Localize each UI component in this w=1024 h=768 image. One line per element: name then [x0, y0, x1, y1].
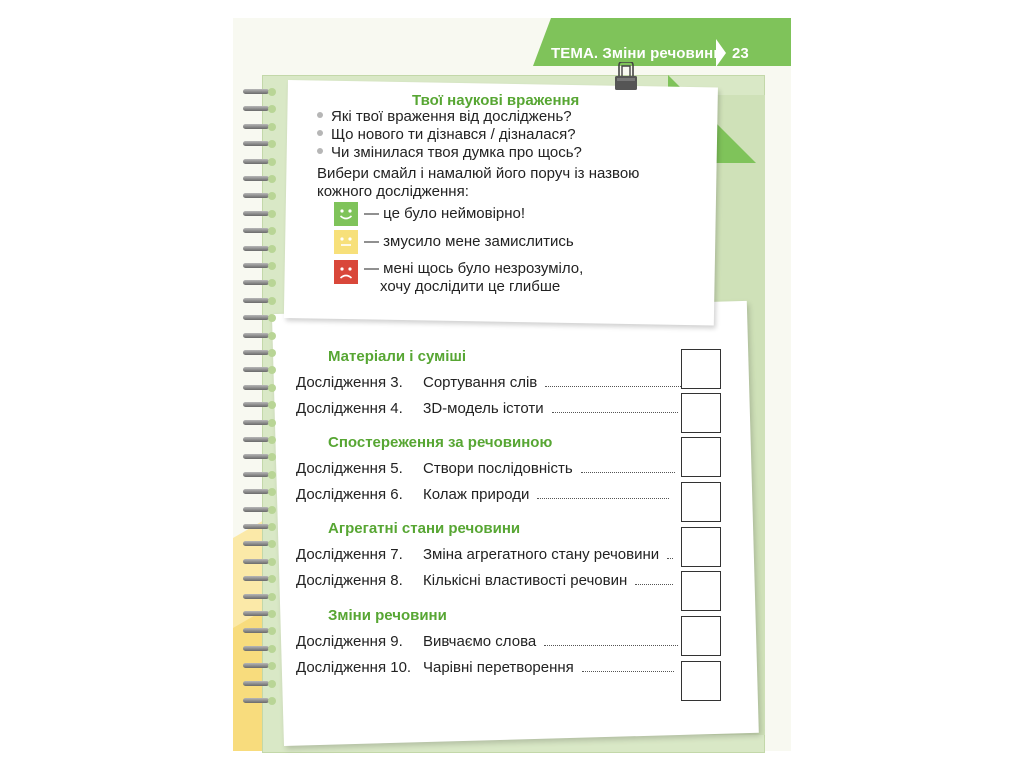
- spiral-ring: [243, 384, 275, 392]
- section-title: Агрегатні стани речовини: [328, 520, 521, 537]
- smile-answer-box[interactable]: [681, 393, 721, 433]
- spiral-ring: [243, 297, 275, 305]
- dotted-leader: [537, 498, 669, 499]
- topic-title: ТЕМА. Зміни речовини: [551, 45, 723, 62]
- smile-legend-item: — це було неймовірно!: [334, 202, 525, 226]
- study-row: Дослідження 7. Зміна агрегатного стану речовини: [296, 546, 673, 563]
- spiral-ring: [243, 210, 275, 218]
- smile-legend-item: — мені щось було незрозуміло, хочу дослідити це глибше: [334, 260, 583, 296]
- spiral-ring: [243, 558, 275, 566]
- study-row: Дослідження 10. Чарівні перетворення: [296, 659, 674, 676]
- spiral-ring: [243, 140, 275, 148]
- smile-answer-box[interactable]: [681, 661, 721, 701]
- question-item: Чи змінилася твоя думка про щось?: [317, 144, 582, 161]
- smile-legend-item: — змусило мене замислитись: [334, 230, 574, 254]
- spiral-ring: [243, 401, 275, 409]
- spiral-ring: [243, 175, 275, 183]
- study-row: Дослідження 6. Колаж природи: [296, 486, 669, 503]
- spiral-ring: [243, 314, 275, 322]
- smile-answer-box[interactable]: [681, 527, 721, 567]
- spiral-ring: [243, 662, 275, 670]
- dotted-leader: [552, 412, 678, 413]
- spiral-ring: [243, 523, 275, 531]
- spiral-ring: [243, 419, 275, 427]
- spiral-ring: [243, 105, 275, 113]
- study-row: Дослідження 5. Створи послідовність: [296, 460, 675, 477]
- study-row: Дослідження 9. Вивчаємо слова: [296, 633, 678, 650]
- spiral-ring: [243, 575, 275, 583]
- smile-answer-box[interactable]: [681, 349, 721, 389]
- spiral-ring: [243, 366, 275, 374]
- dotted-leader: [581, 472, 675, 473]
- spiral-ring: [243, 245, 275, 253]
- question-item: Які твої враження від досліджень?: [317, 108, 572, 125]
- spiral-ring: [243, 88, 275, 96]
- spiral-ring: [243, 453, 275, 461]
- dotted-leader: [635, 584, 673, 585]
- notebook-spiral: [243, 88, 283, 718]
- spiral-ring: [243, 697, 275, 705]
- section-title: Спостереження за речовиною: [328, 434, 553, 451]
- section-title: Зміни речовини: [328, 607, 447, 624]
- study-row: Дослідження 3. Сортування слів: [296, 374, 685, 391]
- spiral-ring: [243, 192, 275, 200]
- smile-answer-box[interactable]: [681, 571, 721, 611]
- spiral-ring: [243, 436, 275, 444]
- spiral-ring: [243, 593, 275, 601]
- binder-clip-icon: [613, 62, 639, 94]
- spiral-ring: [243, 332, 275, 340]
- bullet-icon: [317, 112, 323, 118]
- smile-answer-box[interactable]: [681, 482, 721, 522]
- spiral-ring: [243, 279, 275, 287]
- dotted-leader: [667, 558, 673, 559]
- section-title: Матеріали і суміші: [328, 348, 467, 365]
- spiral-ring: [243, 349, 275, 357]
- question-item: Що нового ти дізнався / дізналася?: [317, 126, 576, 143]
- bullet-icon: [317, 130, 323, 136]
- dotted-leader: [544, 645, 678, 646]
- header-separator: [716, 39, 726, 67]
- study-row: Дослідження 8. Кількісні властивості речовин: [296, 572, 673, 589]
- spiral-ring: [243, 262, 275, 270]
- bullet-icon: [317, 148, 323, 154]
- spiral-ring: [243, 680, 275, 688]
- spiral-ring: [243, 506, 275, 514]
- spiral-ring: [243, 627, 275, 635]
- study-row: Дослідження 4. 3D-модель істоти: [296, 400, 678, 417]
- spiral-ring: [243, 540, 275, 548]
- neutral-smile-icon: [334, 230, 358, 254]
- spiral-ring: [243, 123, 275, 131]
- impressions-title: Твої наукові враження: [412, 92, 580, 109]
- sad-smile-icon: [334, 260, 358, 284]
- page-number: 23: [732, 45, 749, 62]
- spiral-ring: [243, 471, 275, 479]
- spiral-ring: [243, 227, 275, 235]
- smile-answer-box[interactable]: [681, 437, 721, 477]
- spiral-ring: [243, 610, 275, 618]
- smile-answer-box[interactable]: [681, 616, 721, 656]
- spiral-ring: [243, 158, 275, 166]
- instruction-text: Вибери смайл і намалюй його поруч із назвою кожного дослідження:: [317, 165, 640, 200]
- dotted-leader: [582, 671, 674, 672]
- spiral-ring: [243, 488, 275, 496]
- dotted-leader: [545, 386, 685, 387]
- happy-smile-icon: [334, 202, 358, 226]
- spiral-ring: [243, 645, 275, 653]
